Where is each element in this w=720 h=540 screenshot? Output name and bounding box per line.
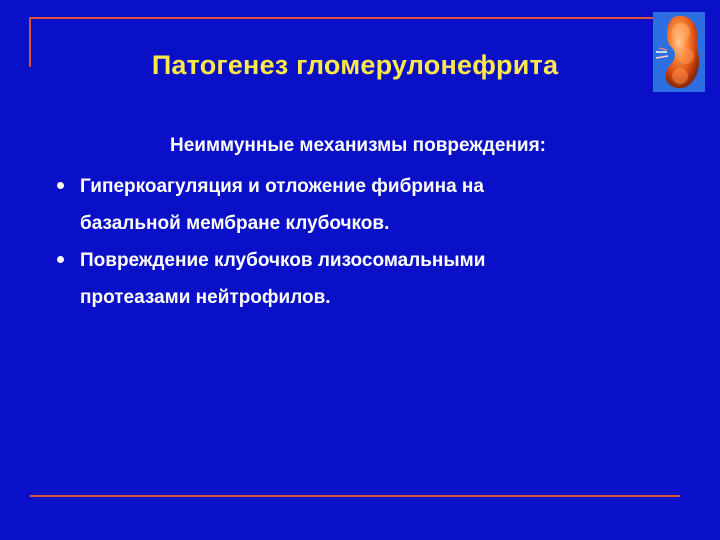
- frame-top-line: [29, 17, 669, 19]
- bullet-item: [54, 242, 674, 316]
- bullet-list: [54, 168, 674, 316]
- bullet-line: Гиперкоагуляция и отложение фибрина на: [80, 176, 484, 197]
- slide-subtitle: Неиммунные механизмы повреждения:: [170, 135, 546, 156]
- bullet-item: [54, 168, 674, 242]
- bullet-line: базальной мембране клубочков.: [80, 213, 390, 234]
- slide-title: Патогенез гломерулонефрита: [151, 50, 559, 80]
- frame-bottom-line: [30, 495, 680, 497]
- bullet-dot-icon: [57, 182, 64, 189]
- bullet-dot-icon: [57, 256, 64, 263]
- bullet-line: Повреждение клубочков лизосомальными: [80, 250, 486, 271]
- bullet-line: протеазами нейтрофилов.: [80, 287, 331, 308]
- kidney-icon: [653, 12, 705, 92]
